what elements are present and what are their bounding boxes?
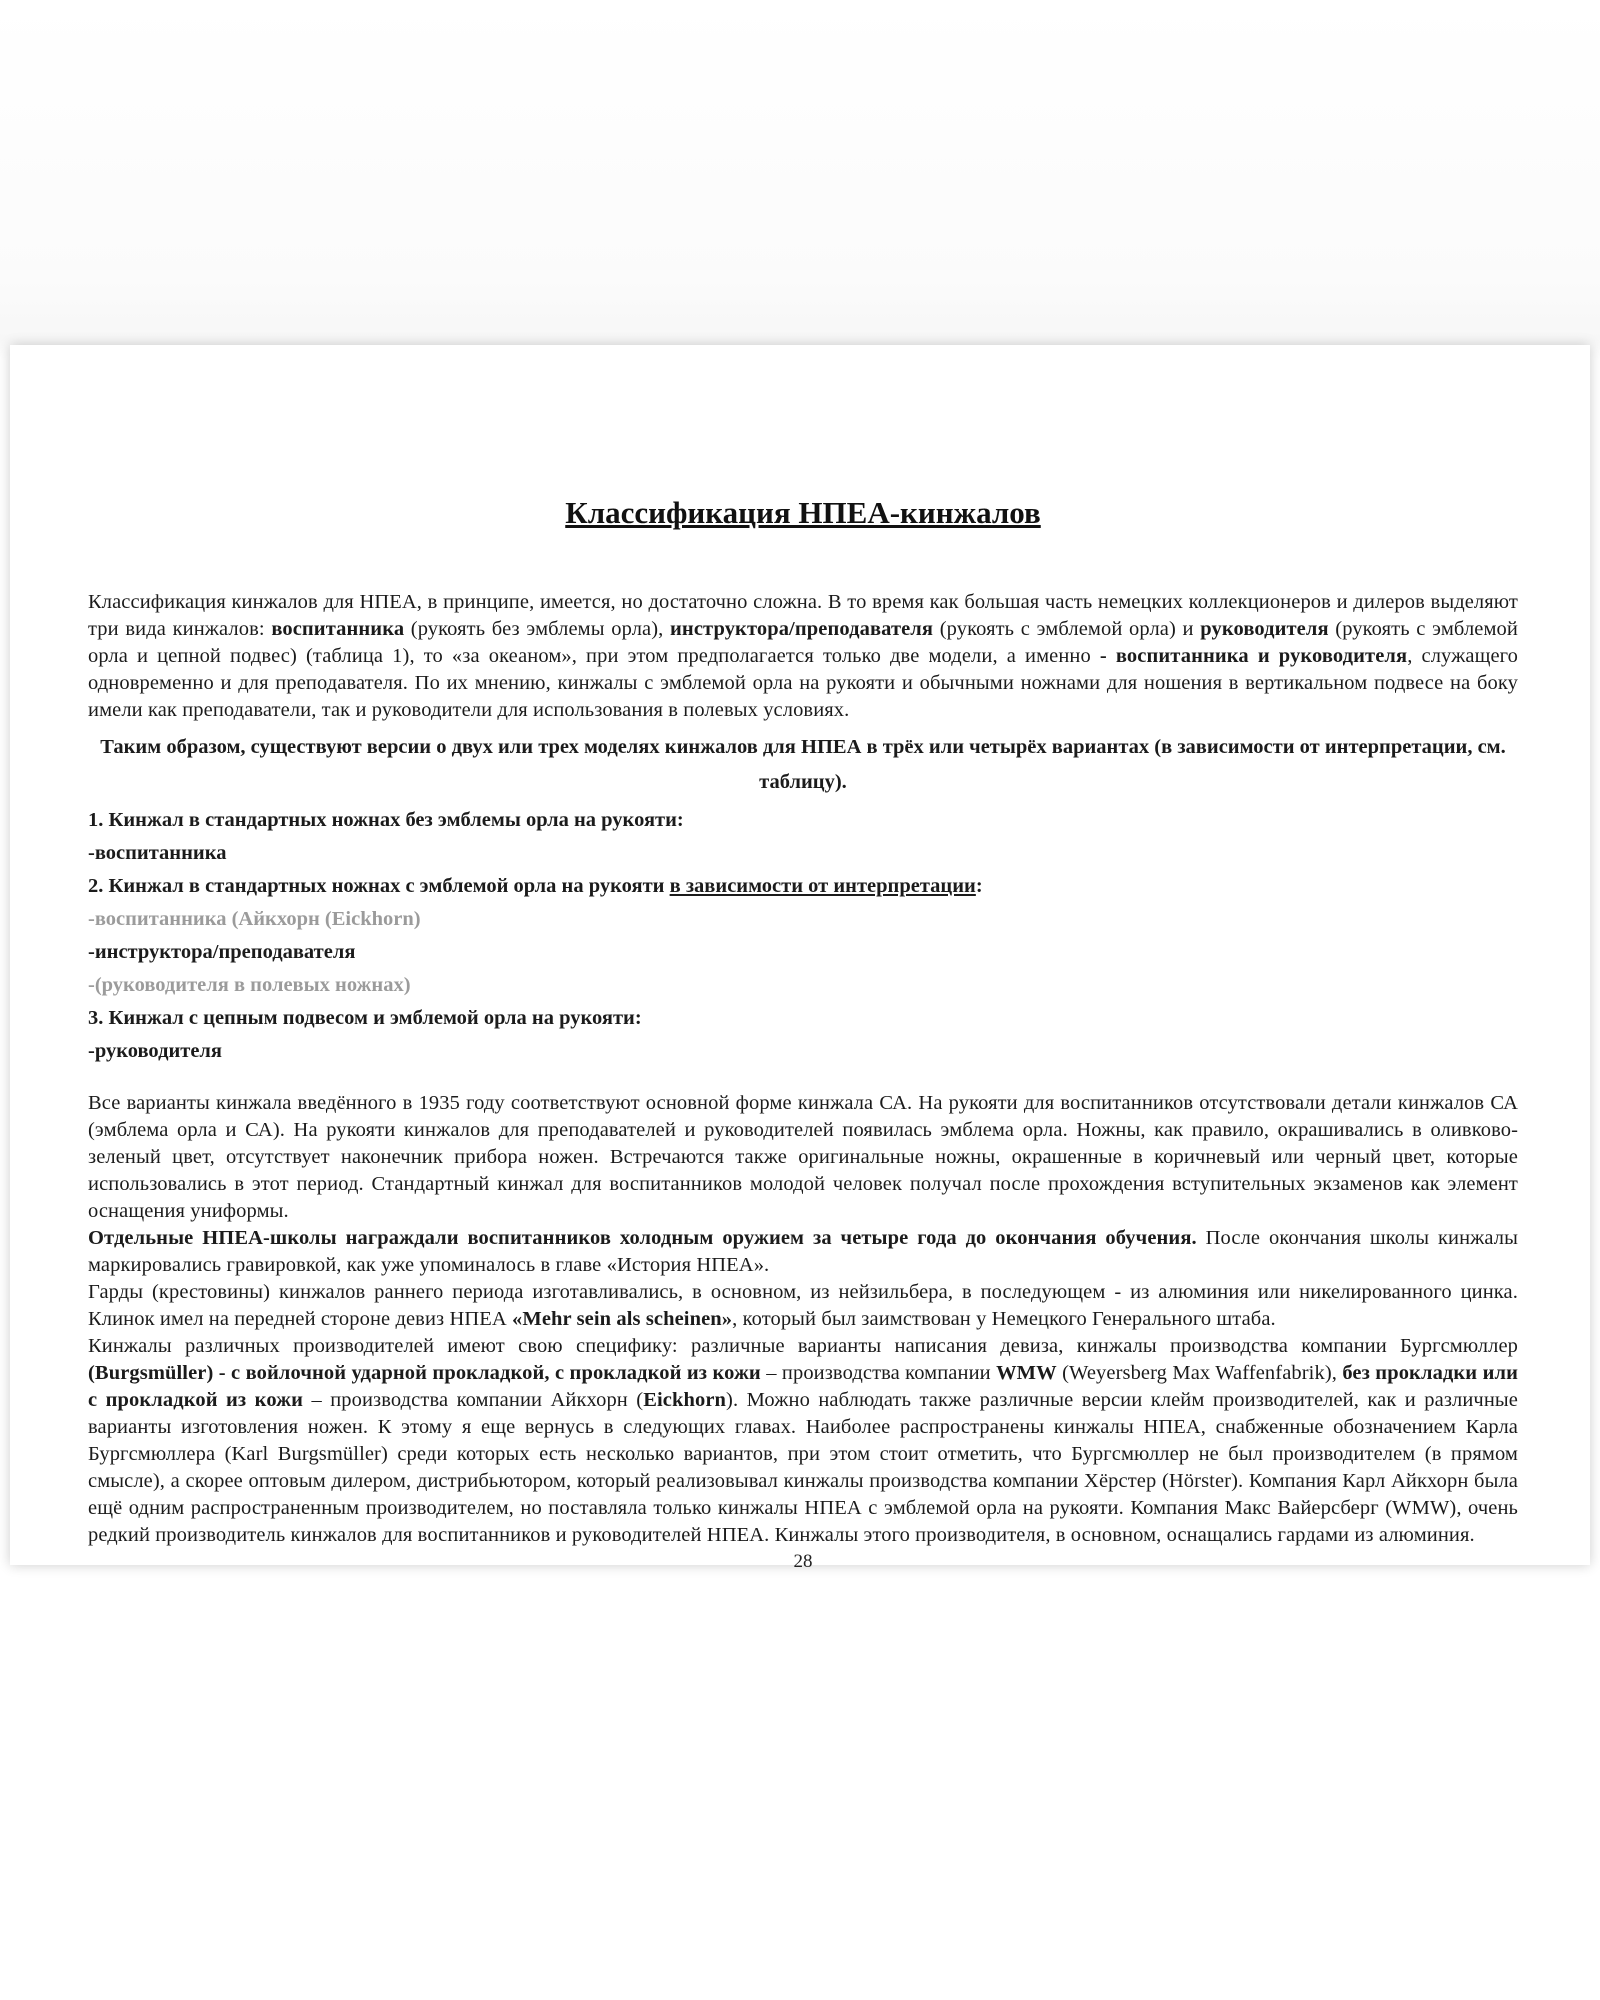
makers-text: – производства компании Айкхорн ( xyxy=(303,1389,644,1411)
list-item-3-sub-leader: -руководителя xyxy=(88,1040,223,1062)
guards-text: , который был заимствован у Немецкого Генерального штаба. xyxy=(732,1308,1276,1330)
award-text: После окончания школы кинжалы маркировались гравировкой, как уже упоминалось в главе «История НПЕА». xyxy=(88,1227,1519,1276)
list-item-2-sub-leader-gray: -(руководителя в полевых ножнах) xyxy=(88,974,411,996)
list-item-2-colon: : xyxy=(975,875,983,897)
page-number: 28 xyxy=(793,1551,813,1572)
classification-list xyxy=(88,804,1518,1068)
makers-bold-wmw: WMW xyxy=(996,1362,1057,1384)
makers-bold-burgsmuller: (Burgsmüller) - с войлочной ударной прокладкой, с прокладкой из кожи xyxy=(88,1362,761,1384)
thesis-statement: Таким образом, существуют версии о двух или трех моделях кинжалов для НПЕА в трёх или четырёх вариантах (в зависимости от интерпретации, см. таблицу). xyxy=(100,736,1506,793)
list-item-3-title: 3. Кинжал с цепным подвесом и эмблемой орла на рукояти: xyxy=(88,1007,642,1029)
makers-text: Кинжалы различных производителей имеют свою специфику: различные варианты написания девиза, кинжалы производства компании Бургсмюллер xyxy=(88,1335,1518,1357)
page-title: Классификация НПЕА-кинжалов xyxy=(565,495,1041,530)
list-item-1-sub-pupil: -воспитанника xyxy=(88,842,227,864)
intro-text: (рукоять с эмблемой орла) и xyxy=(933,618,1201,640)
award-bold-sentence: Отдельные НПЕА-школы награждали воспитанников холодным оружием за четыре года до окончания обучения. xyxy=(88,1227,1197,1249)
paragraph-makers xyxy=(88,1333,1518,1549)
makers-bold-eickhorn: Eickhorn xyxy=(643,1389,727,1411)
intro-bold-two-models: - воспитанника и руководителя xyxy=(1099,645,1408,667)
intro-bold-pupil: воспитанника xyxy=(271,618,405,640)
list-item-2-title xyxy=(88,870,1518,903)
guards-text: Гарды (крестовины) кинжалов раннего периода изготавливались, в основном, из нейзильбера, в последующем - из алюминия или никелированного цинка. Клинок имел на передней стороне девиз НПЕА xyxy=(88,1281,1518,1330)
makers-text: – производства компании xyxy=(760,1362,997,1384)
list-item-1-title: 1. Кинжал в стандартных ножнах без эмблемы орла на рукояти: xyxy=(88,809,684,831)
paragraph-variants: Все варианты кинжала введённого в 1935 году соответствуют основной форме кинжала СА. На рукояти для воспитанников отсутствовали детали кинжалов СА (эмблема орла и СА). На рукояти кинжалов для преподавателей и руководителей появилась эмблема орла. Ножны, как правило, окрашивались в оливково-зеленый цвет, отсутствует наконечник прибора ножен. Встречаются также оригинальные ножны, окрашенные в коричневый или черный цвет, которые использовались в этот период. Стандартный кинжал для воспитанников молодой человек получал после прохождения вступительных экзаменов как элемент оснащения униформы. xyxy=(88,1092,1518,1222)
paragraph-intro xyxy=(88,589,1518,724)
makers-text: (Weyersberg Max Waffenfabrik), xyxy=(1056,1362,1343,1384)
list-item-2-sub-pupil-gray: -воспитанника (Айкхорн (Eickhorn) xyxy=(88,908,421,930)
guards-motto-bold: «Mehr sein als scheinen» xyxy=(512,1308,733,1330)
intro-bold-instructor: инструктора/преподавателя xyxy=(670,618,934,640)
paragraph-guards xyxy=(88,1279,1518,1333)
intro-text: (рукоять с эмблемой орла и цепной подвес) (таблица 1), то «за океаном», при этом предполагается только две модели, а именно xyxy=(88,618,1518,667)
list-item-2-title-text: 2. Кинжал в стандартных ножнах с эмблемой орла на рукояти xyxy=(88,875,670,897)
intro-bold-leader: руководителя xyxy=(1200,618,1329,640)
intro-text: (рукоять без эмблемы орла), xyxy=(404,618,671,640)
intro-text: Классификация кинжалов для НПЕА, в принципе, имеется, но достаточно сложна. В то время как большая часть немецких коллекционеров и дилеров выделяют три вида кинжалов: xyxy=(88,591,1518,640)
document-page xyxy=(10,345,1590,1572)
makers-text: ). Можно наблюдать также различные версии клейм производителей, как и различные варианты изготовления ножен. К этому я еще вернусь в следующих главах. Наиболее распространены кинжалы НПЕА, снабженные обозначением Карла Бургсмюллера (Karl Burgsmüller) среди которых есть несколько вариантов, при этом стоит отметить, что Бургсмюллер не был производителем (в прямом смысле), а скорее оптовым дилером, дистрибьютором, который реализовывал кинжалы производства компании Хёрстер (Hörster). Компания Карл Айкхорн была ещё одним распространенным производителем, но поставляла только кинжалы НПЕА с эмблемой орла на рукояти. Компания Макс Вайерсберг (WMW), очень редкий производитель кинжалов для воспитанников и руководителей НПЕА. Кинжалы этого производителя, в основном, оснащались гардами из алюминия. xyxy=(88,1389,1518,1546)
list-item-2-underlined: в зависимости от интерпретации xyxy=(669,875,976,897)
intro-text: , служащего одновременно и для преподавателя. По их мнению, кинжалы с эмблемой орла на рукояти и обычными ножнами для ношения в вертикальном подвесе на боку имели как преподаватели, так и руководители для использования в полевых условиях. xyxy=(88,645,1518,721)
makers-bold-no-pad: без прокладки или с прокладкой из кожи xyxy=(88,1362,1518,1411)
list-item-2-sub-instructor: -инструктора/преподавателя xyxy=(88,941,356,963)
paragraph-award xyxy=(88,1225,1518,1279)
